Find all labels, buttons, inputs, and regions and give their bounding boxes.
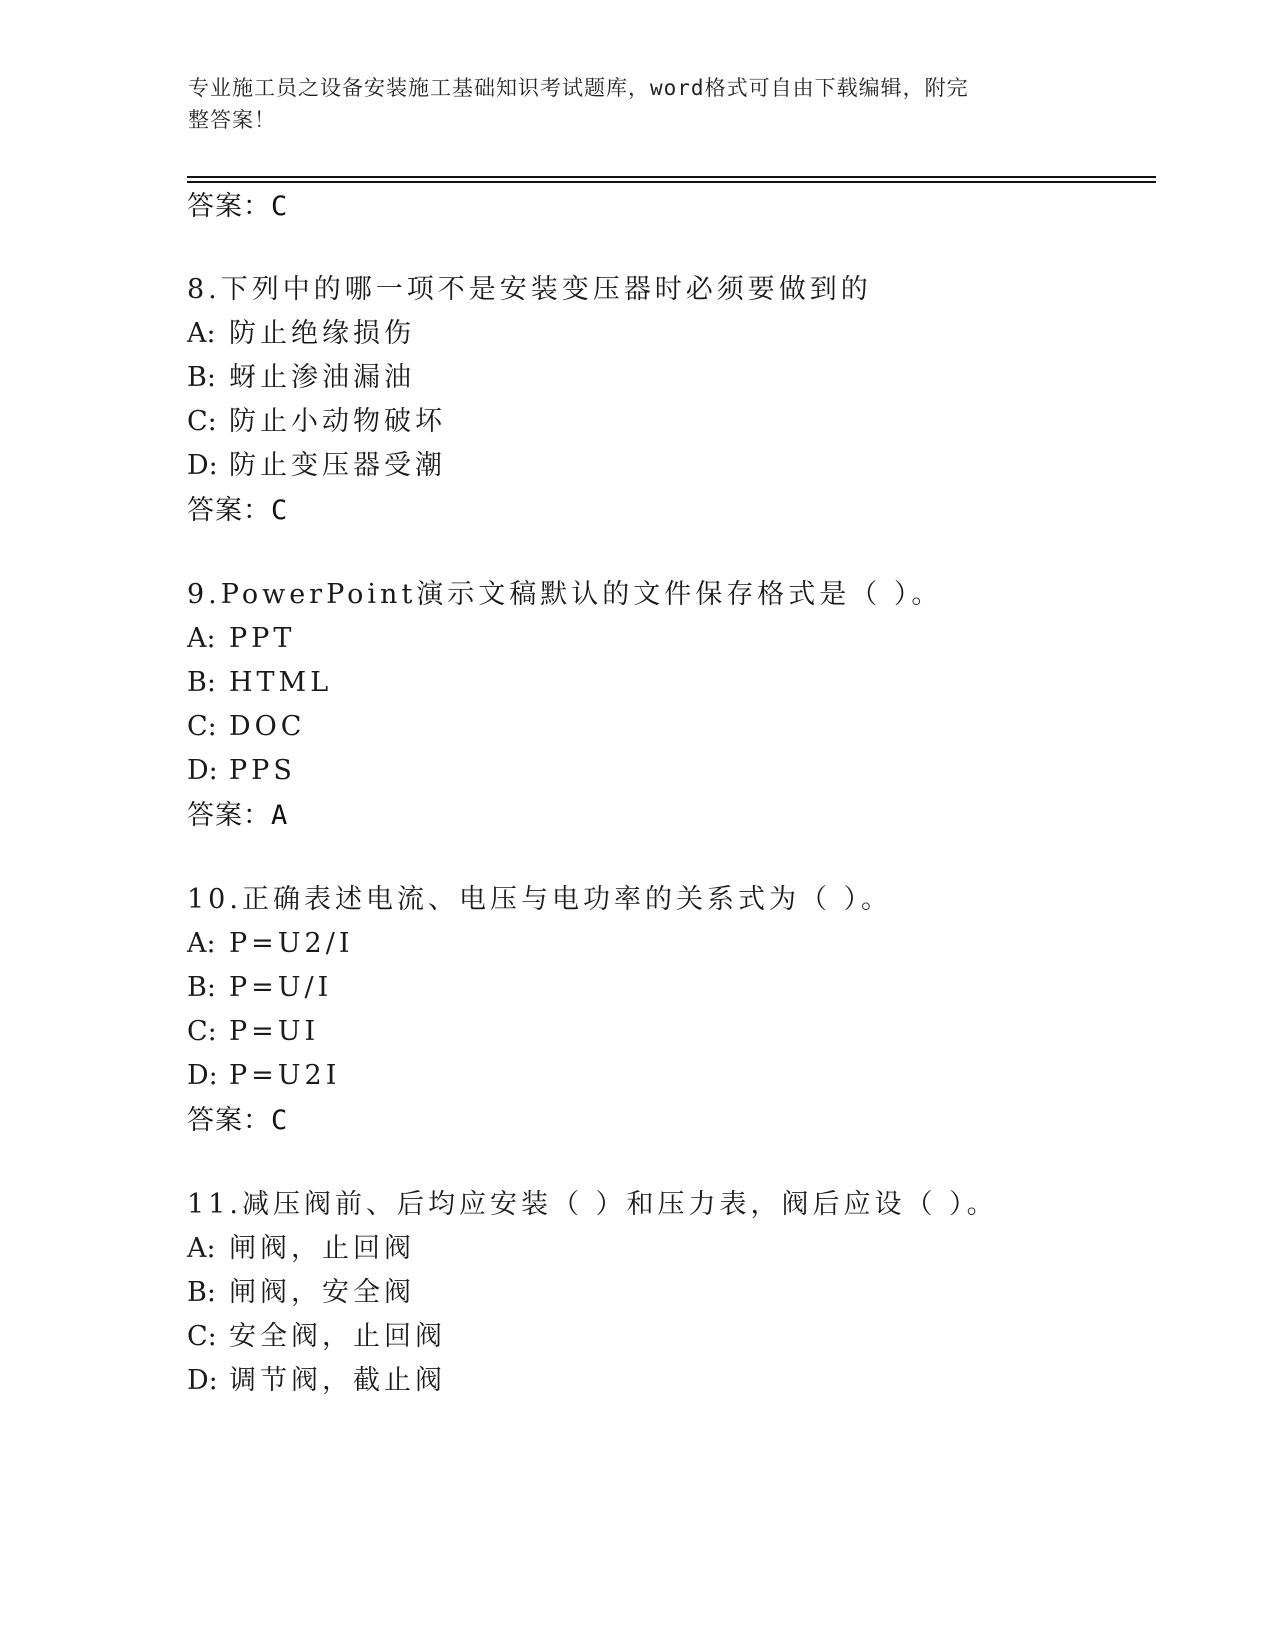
question-8-stem: 8.下列中的哪一项不是安装变压器时必须要做到的 [187, 274, 872, 305]
answer-10: 答案：C [187, 1105, 289, 1136]
question-10-option-b [187, 971, 332, 1005]
option-label: B: [187, 1277, 216, 1308]
option-text: DOC [229, 711, 306, 742]
option-label: C: [187, 1016, 217, 1047]
question-11-option-b [187, 1276, 415, 1310]
option-label: D: [187, 450, 218, 481]
option-text: P=U2/I [229, 928, 354, 959]
answer-prev: 答案：C [187, 191, 289, 222]
option-text: P=UI [229, 1016, 320, 1047]
option-text: 防止小动物破坏 [229, 406, 446, 437]
option-text: 调节阀，截止阀 [229, 1365, 446, 1396]
option-text: PPS [229, 755, 296, 786]
header-line-2: 整答案！ [188, 108, 276, 132]
header-line-1: 专业施工员之设备安装施工基础知识考试题库，word格式可自由下载编辑，附完 [188, 76, 969, 100]
question-8-option-c [187, 405, 446, 439]
option-label: C: [187, 1321, 217, 1352]
question-9-option-c [187, 710, 305, 744]
question-9-stem: 9.PowerPoint演示文稿默认的文件保存格式是（ ）。 [187, 579, 943, 610]
header-divider-top [187, 176, 1156, 178]
question-9-option-a [187, 622, 295, 656]
option-label: C: [187, 406, 217, 437]
option-label: D: [187, 755, 218, 786]
option-text: P=U2I [229, 1060, 341, 1091]
document-header [188, 72, 1068, 136]
option-text: 闸阀，安全阀 [229, 1277, 415, 1308]
question-11-stem: 11.减压阀前、后均应安装（ ）和压力表，阀后应设（ ）。 [187, 1189, 998, 1220]
question-10-option-a [187, 927, 354, 961]
answer-8: 答案：C [187, 495, 289, 526]
option-label: A: [187, 318, 216, 349]
option-text: 闸阀，止回阀 [229, 1233, 415, 1264]
option-label: B: [187, 667, 216, 698]
question-10-stem: 10.正确表述电流、电压与电功率的关系式为（ ）。 [187, 884, 893, 915]
option-label: A: [187, 1233, 216, 1264]
question-8-option-d [187, 449, 446, 483]
question-10-option-c [187, 1015, 319, 1049]
option-label: B: [187, 362, 216, 393]
option-text: 安全阀，止回阀 [229, 1321, 446, 1352]
option-text: 防止变压器受潮 [229, 450, 446, 481]
question-10-option-d [187, 1059, 340, 1093]
option-label: A: [187, 928, 216, 959]
option-text: 蚜止渗油漏油 [229, 362, 415, 393]
question-11-option-c [187, 1320, 446, 1354]
option-label: C: [187, 711, 217, 742]
header-divider-bottom [187, 181, 1156, 183]
option-text: P=U/I [229, 972, 333, 1003]
question-8-option-a [187, 317, 415, 351]
question-11-option-d [187, 1364, 446, 1398]
option-label: D: [187, 1365, 218, 1396]
question-9-option-d [187, 754, 296, 788]
option-label: D: [187, 1060, 218, 1091]
option-text: HTML [229, 667, 333, 698]
question-8-option-b [187, 361, 415, 395]
answer-9: 答案：A [187, 800, 289, 831]
question-9-option-b [187, 666, 332, 700]
option-label: B: [187, 972, 216, 1003]
option-text: PPT [229, 623, 296, 654]
option-text: 防止绝缘损伤 [229, 318, 415, 349]
option-label: A: [187, 623, 216, 654]
question-11-option-a [187, 1232, 415, 1266]
